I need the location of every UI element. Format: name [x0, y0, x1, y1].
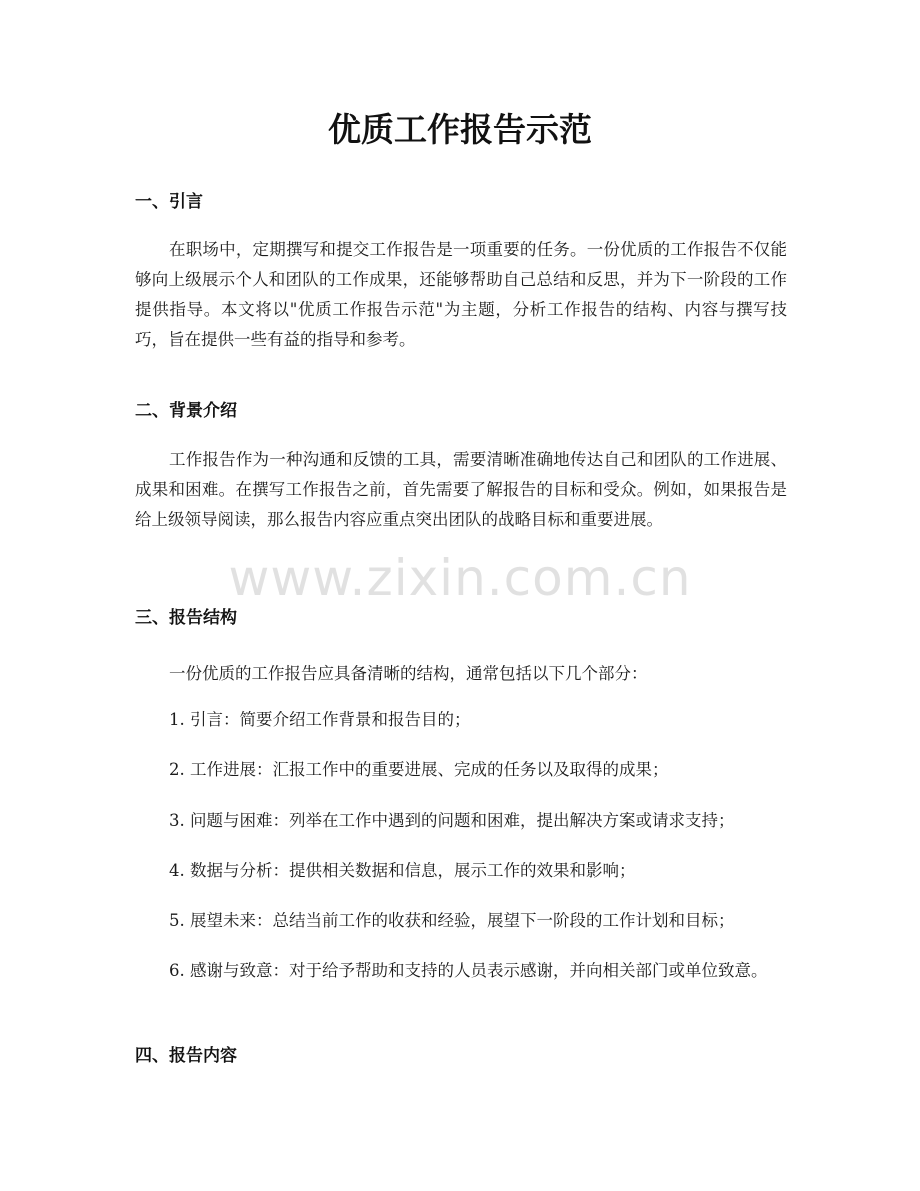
watermark-text: www.zixin.com.cn	[228, 549, 692, 607]
section-heading-content: 四、报告内容	[135, 1046, 237, 1066]
introduction-paragraph: 在职场中，定期撰写和提交工作报告是一项重要的任务。一份优质的工作报告不仅能够向上级展示个人和团队的工作成果，还能够帮助自己总结和反思，并为下一阶段的工作提供指导。本文将以"优质工作报告示范"为主题，分析工作报告的结构、内容与撰写技巧，旨在提供一些有益的指导和参考。	[135, 240, 787, 349]
list-item	[135, 755, 787, 785]
list-item	[135, 856, 787, 886]
list-item-text: 2. 工作进展：汇报工作中的重要进展、完成的任务以及取得的成果；	[169, 760, 669, 779]
list-item	[135, 956, 787, 986]
list-item	[135, 705, 787, 735]
list-item-text: 1. 引言：简要介绍工作背景和报告目的；	[169, 710, 471, 729]
document-title: 优质工作报告示范	[328, 110, 592, 149]
list-item-text: 4. 数据与分析：提供相关数据和信息，展示工作的效果和影响；	[169, 861, 636, 880]
list-item-text: 6. 感谢与致意：对于给予帮助和支持的人员表示感谢，并向相关部门或单位致意。	[169, 961, 768, 980]
section-heading-structure: 三、报告结构	[135, 608, 237, 628]
section-heading-introduction: 一、引言	[135, 192, 203, 212]
list-item	[135, 806, 787, 836]
list-item	[135, 906, 787, 936]
background-paragraph: 工作报告作为一种沟通和反馈的工具，需要清晰准确地传达自己和团队的工作进展、成果和困难。在撰写工作报告之前，首先需要了解报告的目标和受众。例如，如果报告是给上级领导阅读，那么报告内容应重点突出团队的战略目标和重要进展。	[135, 450, 787, 529]
list-item-text: 5. 展望未来：总结当前工作的收获和经验，展望下一阶段的工作计划和目标；	[169, 911, 735, 930]
structure-intro-paragraph: 一份优质的工作报告应具备清晰的结构，通常包括以下几个部分：	[169, 664, 648, 683]
section-heading-background: 二、背景介绍	[135, 401, 237, 421]
list-item-text: 3. 问题与困难：列举在工作中遇到的问题和困难，提出解决方案或请求支持；	[169, 811, 735, 830]
